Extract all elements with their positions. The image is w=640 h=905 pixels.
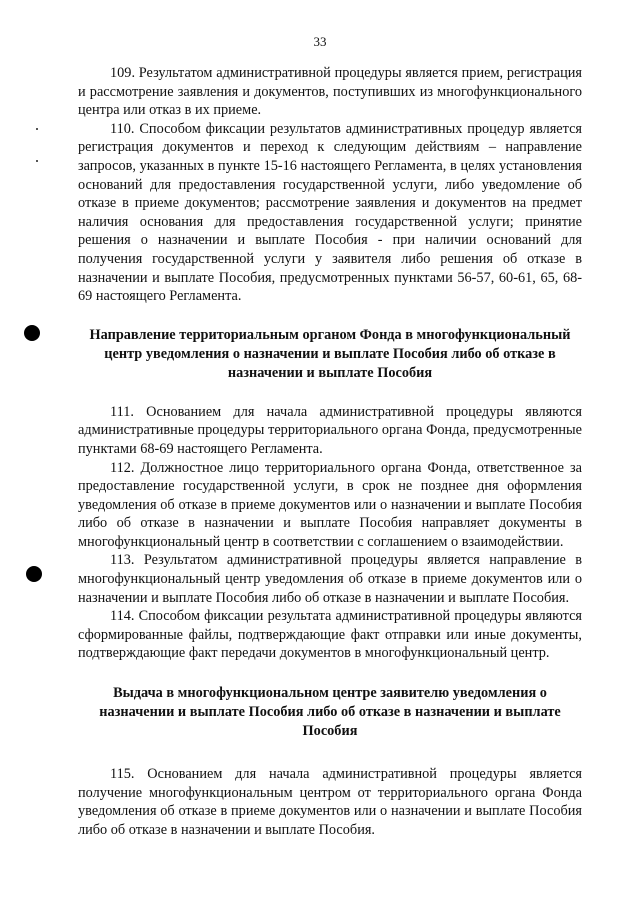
punch-hole-mark: [26, 566, 42, 582]
section-heading-notification-transfer: Направление территориальным органом Фонда в многофункциональный центр уведомления о назначении и выплате Пособия либо об отказе в назначении и выплате Пособия: [89, 326, 571, 381]
punch-hole-mark: [24, 325, 40, 341]
paragraph-111: 111. Основанием для начала административной процедуры являются административные процедуры территориального органа Фонда, предусмотренные пунктами 68-69 настоящего Регламента.: [78, 403, 582, 457]
paragraph-113: 113. Результатом административной процедуры является направление в многофункциональный центр уведомления об отказе в приеме документов или о назначении и выплате Пособия либо об отказе в назначении и выплате Пособия.: [78, 552, 582, 606]
paragraph-110: 110. Способом фиксации результатов административных процедур является регистрация документов и переход к следующим действиям – направление запросов, указанных в пункте 15-16 настоящего Регламента, в целях установления оснований для предоставления государственной услуги, либо уведомление об отказе в приеме документов; рассмотрение заявления и документов на предмет наличия основания для предоставления государственной услуги; принятие решения о назначении и выплате Пособия - при наличии оснований для получения государственной услуги у заявителя либо решения об отказе в назначении и выплате Пособия, предусмотренных пунктами 56-57, 60-61, 65, 68-69 настоящего Регламента.: [78, 120, 582, 305]
page-number: 33: [313, 34, 327, 49]
document-body: [78, 64, 582, 839]
scan-speck: [36, 160, 38, 162]
paragraph-109: 109. Результатом административной процедуры является прием, регистрация и рассмотрение заявления и документов, поступивших из многофункционального центра или отказ в их приеме.: [78, 65, 582, 119]
section-heading-notification-issuance: Выдача в многофункциональном центре заявителю уведомления о назначении и выплате Пособия либо об отказе в назначении и выплате Пособия: [99, 685, 561, 740]
scan-speck: [36, 128, 38, 130]
paragraph-112: 112. Должностное лицо территориального органа Фонда, ответственное за предоставление государственной услуги, в срок не позднее дня оформления уведомления об отказе в приеме документов или о назначении и выплате Пособия либо об отказе в назначении и выплате Пособия направляет документы в многофункциональный центр в соответствии с соглашением о взаимодействии.: [78, 459, 582, 550]
paragraph-115: 115. Основанием для начала административной процедуры является получение многофункциональным центром от территориального органа Фонда уведомления об отказе в приеме документов или о назначении и выплате Пособия либо об отказе в назначении и выплате Пособия.: [78, 766, 582, 838]
paragraph-114: 114. Способом фиксации результата административной процедуры являются сформированные файлы, подтверждающие факт отправки или иные документы, подтверждающие факт передачи документов в многофункциональный центр.: [78, 608, 582, 662]
